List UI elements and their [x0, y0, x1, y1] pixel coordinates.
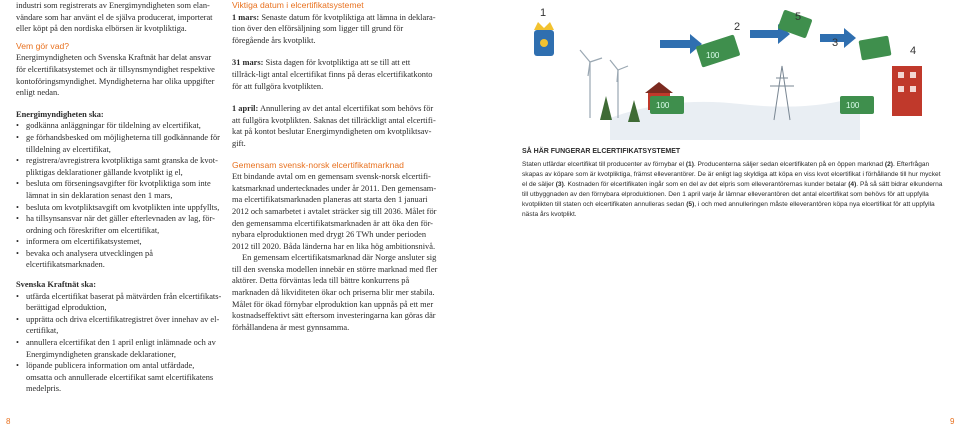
- info-step-ref: (3): [555, 181, 564, 188]
- sk-heading: Svenska Kraftnät ska:: [16, 280, 97, 290]
- market-paragraph-2: En gemensam elcertifikatsmarknad där Norge ansluter sig till den svenska modellen innebär en större marknad med fler aktörer. Detta förväntas leda till bättre konkurrens på marknaden då likviditeten ökar och priserna blir mer stabila. Målet för ökad förnybar elproduktion kan uppnås på ett mer kostnadseffektivt sätt eftersom investeringarna kan göras där förhållandena är mest gynnsamma.: [232, 253, 438, 332]
- info-text: . Producenterna säljer sedan elcertifikaten på en öppen marknad: [693, 161, 885, 168]
- date-text: Sista dagen för kvotpliktiga att se till att ett tillräck-ligt antal elcertifikat finns på deras elcertifikatkonto för att fullgöra kvotplikten.: [232, 58, 433, 91]
- list-item: • löpande publicera information om antal utfärdade, omsatta och annullerade elcertifikat samt elcertifikatens medelpris.: [16, 360, 222, 395]
- page-number-right: 9: [950, 417, 955, 426]
- em-list: [16, 120, 222, 271]
- date-label: 1 mars:: [232, 12, 260, 22]
- list-item: • ge förhandsbesked om möjligheterna till godkännande för tilldelning av elcertifikat,: [16, 132, 222, 155]
- who-paragraph: Energimyndigheten och Svenska Kraftnät har delat ansvar för elcertifikatsystemet och är tillsynsmyndighet respektive kontoföringsmyndighet. Myndigheterna har olika uppgifter enligt nedan.: [16, 53, 215, 98]
- list-item: • utfärda elcertifikat baserat på mätvärden från elcertifikats-berättigad elproduktion,: [16, 291, 222, 314]
- date-label: 1 april:: [232, 104, 259, 114]
- date-text: Annullering av det antal elcertifikat som behövs för att fullgöra kvotplikten. Saknas det tillräckligt antal elcertifi-kat på kontot beslutar Energimyndigheten om kvotpliktsav-gift.: [232, 104, 436, 148]
- date-label: 31 mars:: [232, 58, 264, 68]
- certificate-value: 100: [706, 51, 720, 60]
- intro-paragraph: industri som registrerats av Energimyndigheten som elan-vändare som har använt el de själva producerat, importerat eller köpt på den nordiska elbörsen är kvotpliktiga.: [16, 1, 213, 34]
- list-item: • informera om elcertifikatsystemet,: [16, 236, 222, 248]
- date-text: Senaste datum för kvotpliktiga att lämna in deklara-tion över den elförsäljning som ligger till grund för föregående års kvotplikt.: [232, 12, 436, 45]
- page-number-left: 8: [6, 417, 11, 426]
- date-entry: [232, 103, 438, 149]
- info-text: Staten utfärdar elcertifikat till producenter av förnybar el: [522, 161, 686, 168]
- list-item: • besluta om förseningsavgifter för kvotpliktiga som inte lämnat in sin deklaration senast den 1 mars,: [16, 178, 222, 201]
- list-item: • ha tillsynsansvar när det gäller efterlevnaden av lag, för-ordning och föreskrifter om elcertifikat,: [16, 213, 222, 236]
- info-text: , i och med annulleringen måste elleverantören köpa nya elcertifikat för att uppfylla nästa års kvotplikt.: [522, 201, 935, 218]
- info-box: [522, 147, 947, 220]
- list-item: • godkänna anläggningar för tildelning av elcertifikat,: [16, 120, 222, 132]
- who-heading: Vem gör vad?: [16, 40, 70, 51]
- info-text: . Efterfrågan skapas av köpare som är kvotpliktiga, främst elleverantörer. De är enligt lag skyldiga att köpa en viss kvot elcertifikat i förhållande till hur mycket el de säljer: [522, 161, 941, 188]
- banknote-value: 100: [846, 101, 860, 110]
- list-item: • annullera elcertifikat den 1 april enligt inlämnade och av Energimyndigheten granskade deklarationer,: [16, 337, 222, 360]
- info-paragraph: [522, 160, 947, 220]
- list-item: • upprätta och driva elcertifikatregistret över innehav av el-certifikat,: [16, 314, 222, 337]
- info-step-ref: (2): [884, 161, 893, 168]
- dates-heading: Viktiga datum i elcertifikatsystemet: [232, 0, 364, 10]
- list-item: • registrera/avregistrera kvotpliktiga samt granska de kvot-pliktigas deklarationer gällande kvotplikt ig el,: [16, 155, 222, 178]
- em-heading: Energimyndigheten ska:: [16, 109, 104, 119]
- list-item: • bevaka och analysera utvecklingen på elcertifikatsmarknaden.: [16, 248, 222, 271]
- sk-list: [16, 291, 222, 395]
- info-step-ref: (4): [848, 181, 857, 188]
- list-item: • besluta om kvotpliktsavgift om kvotplikten inte uppfyllts,: [16, 202, 222, 214]
- info-step-ref: (5): [686, 201, 695, 208]
- apartment-building-icon: [892, 66, 922, 116]
- info-text: . Kostnaden för elcertifikaten ingår som en del av det elpris som elleverantörernas kunder betalar: [563, 181, 849, 188]
- column-2: [232, 0, 438, 333]
- step-number: 4: [910, 45, 917, 57]
- banknote-value: 100: [656, 101, 670, 110]
- elcertifikat-illustration: [520, 0, 960, 140]
- step-number: 1: [540, 7, 547, 19]
- market-paragraph-1: Ett bindande avtal om en gemensam svensk-norsk elcertifi-katsmarknad undertecknades under år 2011. Den gemensam-ma elcertifikatsmarknaden planeras att starta den 1 januari 2012 och samarbetet i avtalet sträcker sig till 2036. Målet för den gemensamma elcertifikatsmarknaden är att öka den för-nybara elproduktionen med drygt 26 TWh under perioden 2012 till 2020. Båda länderna har en lika hög ambitionsnivå.: [232, 172, 437, 251]
- step-number: 3: [832, 37, 839, 49]
- date-entry: [232, 12, 438, 47]
- info-heading: SÅ HÄR FUNGERAR ELCERTIFIKATSYSTEMET: [522, 148, 681, 155]
- step-number: 2: [734, 21, 741, 33]
- market-heading: Gemensam svensk-norsk elcertifikatmarknad: [232, 159, 404, 170]
- date-entry: [232, 57, 438, 92]
- step-number: 5: [795, 11, 802, 23]
- info-step-ref: (1): [685, 161, 694, 168]
- info-text: . På så sätt bidrar elkunderna till utbyggnaden av den förnybara elproduktionen. Den 1 april varje år lämnar elleverantören det antal elcertifikat som behövs för att uppfylla kvotplikten till staten och elcertifikaten annulleras sedan: [522, 181, 943, 208]
- column-1: [16, 0, 222, 395]
